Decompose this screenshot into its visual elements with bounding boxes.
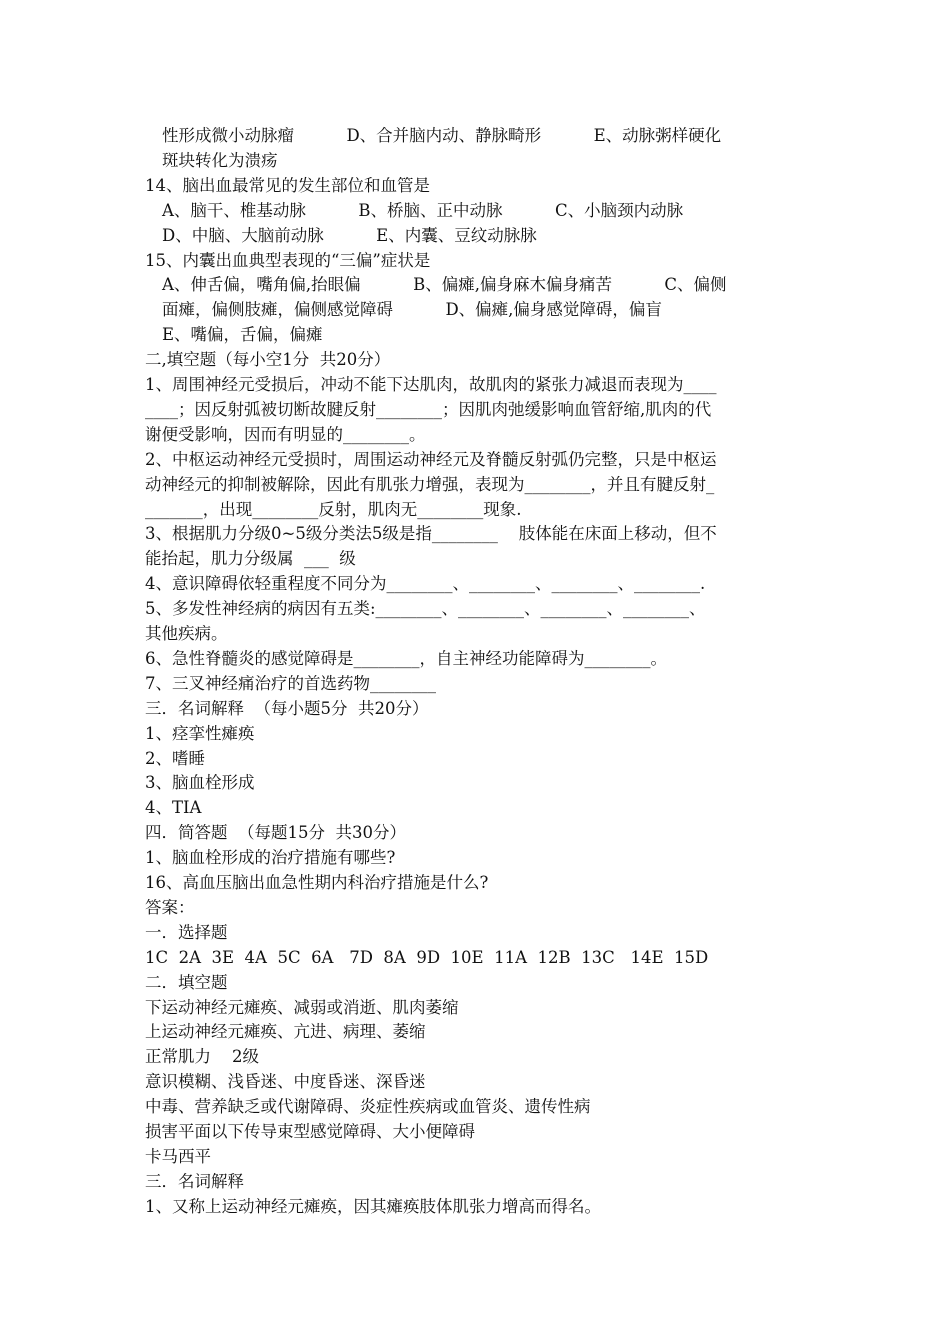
text-line: 正常肌力 2级 <box>145 1047 259 1067</box>
text-line: 16、高血压脑出血急性期内科治疗措施是什么? <box>145 873 489 892</box>
text-line: 4、TIA <box>145 798 202 818</box>
text-line: 2、中枢运动神经元受损时，周围运动神经元及脊髓反射弧仍完整，只是中枢运 <box>145 449 717 469</box>
text-line: 1、脑血栓形成的治疗措施有哪些? <box>145 848 396 868</box>
text-line: 二．填空题 <box>145 972 228 992</box>
text-line: 1、又称上运动神经元瘫痪，因其瘫痪肢体肌张力增高而得名。 <box>145 1196 601 1216</box>
text-line: 1、痉挛性瘫痪 <box>145 723 255 743</box>
text-line: 1、周围神经元受损后，冲动不能下达肌肉，故肌肉的紧张力减退而表现为____ <box>145 375 717 394</box>
text-line: E、嘴偏，舌偏，偏瘫 <box>162 325 323 345</box>
text-line: 2、嗜睡 <box>145 748 205 768</box>
text-line: 四．简答题 （每题15分 共30分） <box>145 823 406 843</box>
text-line: 3、根据肌力分级0~5级分类法5级是指________ 肢体能在床面上移动，但不 <box>145 524 717 544</box>
text-line: 性形成微小动脉瘤 D、合并脑内动、静脉畸形 E、动脉粥样硬化 <box>162 126 722 145</box>
text-line: 7、三叉神经痛治疗的首选药物________ <box>145 673 436 693</box>
text-line: 其他疾病。 <box>145 624 228 643</box>
text-line: 三．名词解释 <box>145 1171 244 1191</box>
text-line: 3、脑血栓形成 <box>145 773 255 793</box>
text-line: _______，出现________反射，肌肉无________现象. <box>145 499 522 519</box>
text-line: 一．选择题 <box>145 922 228 942</box>
text-line: A、伸舌偏，嘴角偏,抬眼偏 B、偏瘫,偏身麻木偏身痛苦 C、偏侧 <box>162 275 727 295</box>
text-line: A、脑干、椎基动脉 B、桥脑、正中动脉 C、小脑颈内动脉 <box>162 200 684 220</box>
text-line: 二,填空题（每小空1分 共20分） <box>145 350 391 370</box>
text-line: 卡马西平 <box>145 1146 211 1166</box>
text-line: 谢便受影响，因而有明显的________。 <box>145 424 426 444</box>
text-line: 下运动神经元瘫痪、减弱或消逝、肌肉萎缩 <box>145 997 459 1017</box>
text-line: 14、脑出血最常见的发生部位和血管是 <box>145 175 430 195</box>
text-line: 15、内囊出血典型表现的“三偏”症状是 <box>145 250 431 270</box>
text-line: 能抬起，肌力分级属 ___ 级 <box>145 549 356 569</box>
text-line: 1C 2A 3E 4A 5C 6A 7D 8A 9D 10E 11A 12B 13C 14E 15D <box>145 947 709 967</box>
text-line: 中毒、营养缺乏或代谢障碍、炎症性疾病或血管炎、遗传性病 <box>145 1097 591 1117</box>
text-line: 4、意识障碍依轻重程度不同分为________、________、________、________. <box>145 574 706 594</box>
text-line: 上运动神经元瘫痪、亢进、病理、萎缩 <box>145 1022 426 1042</box>
text-line: ____；因反射弧被切断故腱反射________；因肌肉弛缓影响血管舒缩,肌肉的代 <box>145 399 712 419</box>
text-line: 斑块转化为溃疡 <box>162 150 278 170</box>
text-line: 损害平面以下传导束型感觉障碍、大小便障碍 <box>145 1122 475 1141</box>
text-line: 答案： <box>145 897 195 917</box>
text-line: 意识模糊、浅昏迷、中度昏迷、深昏迷 <box>145 1072 426 1092</box>
text-line: 6、急性脊髓炎的感觉障碍是________，自主神经功能障碍为________。 <box>145 648 667 668</box>
text-line: 三．名词解释 （每小题5分 共20分） <box>145 698 429 718</box>
text-line: 面瘫，偏侧肢瘫，偏侧感觉障碍 D、偏瘫,偏身感觉障碍，偏盲 <box>162 300 662 320</box>
text-line: 动神经元的抑制被解除，因此有肌张力增强，表现为________，并且有腱反射_ <box>145 474 715 494</box>
text-line: 5、多发性神经病的病因有五类:________、________、________、________、 <box>145 599 706 619</box>
text-line: D、中脑、大脑前动脉 E、内囊、豆纹动脉脉 <box>162 225 537 245</box>
